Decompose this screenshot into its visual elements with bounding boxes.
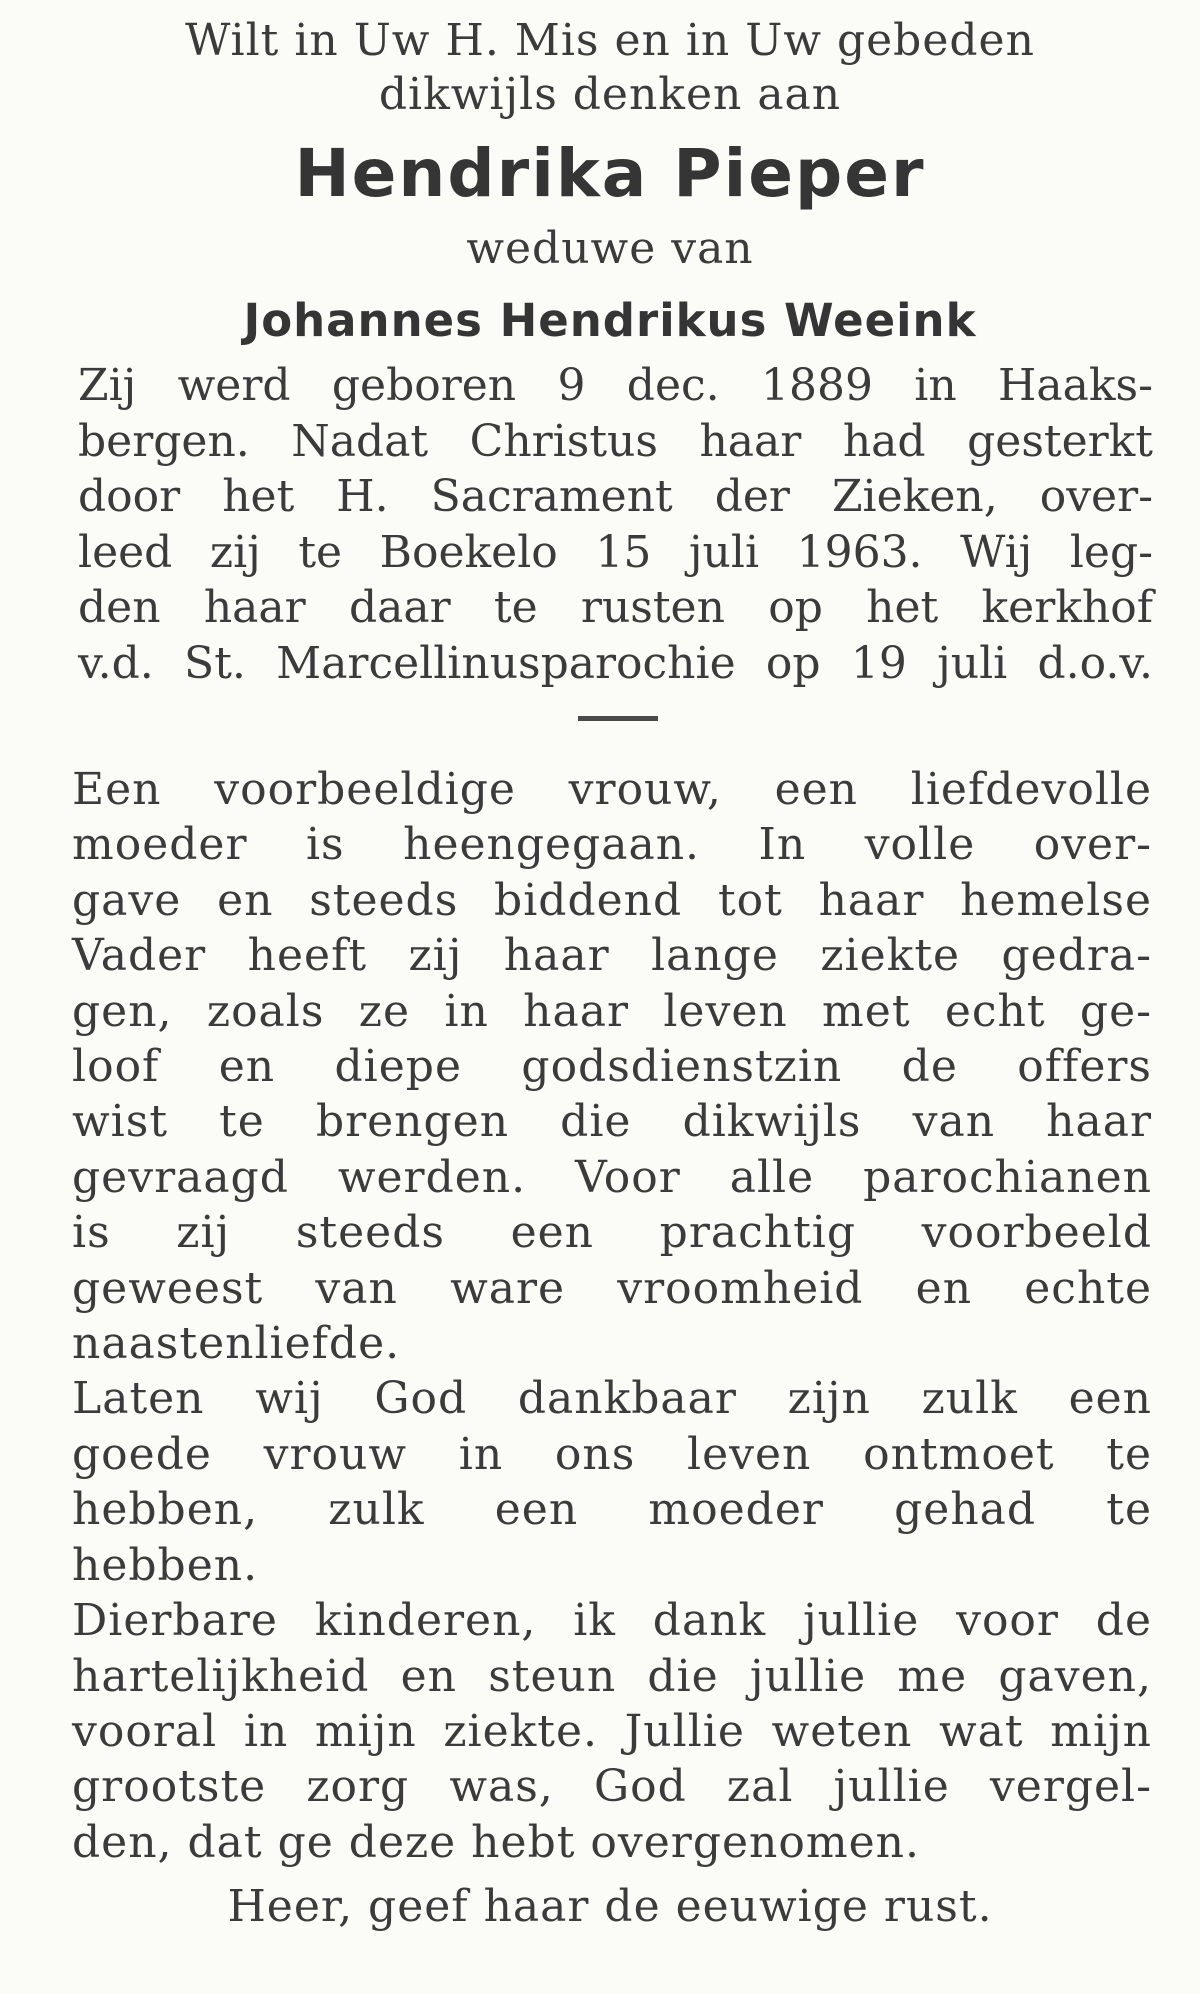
intro-line: Wilt in Uw H. Mis en in Uw gebeden <box>185 15 1035 66</box>
eulogy-line: goede vrouw in ons leven ontmoet te <box>72 1428 1152 1480</box>
widow-of-text: weduwe van <box>466 223 754 274</box>
biography-line: Zij werd geboren 9 dec. 1889 in Haaks- <box>78 360 1153 411</box>
eulogy-line: wist te brengen die dikwijls van haar <box>72 1096 1152 1148</box>
eulogy-line: Vader heeft zij haar lange ziekte gedra- <box>72 930 1152 982</box>
biography <box>78 358 1153 692</box>
eulogy-line: grootste zorg was, God zal jullie vergel- <box>72 1761 1152 1813</box>
biography-line: door het H. Sacrament der Zieken, over- <box>78 471 1153 523</box>
eulogy <box>72 762 1152 1870</box>
eulogy-line: Dierbare kinderen, ik dank jullie voor de <box>72 1595 1152 1647</box>
eulogy-line: Laten wij God dankbaar zijn zulk een <box>72 1373 1152 1425</box>
eulogy-line: gevraagd werden. Voor alle parochianen <box>72 1151 1152 1203</box>
eulogy-line: hebben. <box>72 1539 259 1591</box>
closing-prayer: Heer, geef haar de eeuwige rust. <box>227 1881 993 1932</box>
eulogy-line: moeder is heengegaan. In volle over- <box>72 819 1152 871</box>
eulogy-line: gave en steeds biddend tot haar hemelse <box>72 874 1152 926</box>
eulogy-line: hartelijkheid en steun die jullie me gaven, <box>72 1650 1152 1702</box>
eulogy-line: loof en diepe godsdienstzin de offers <box>72 1041 1152 1093</box>
biography-line: leed zij te Boekelo 15 juli 1963. Wij leg- <box>78 526 1153 578</box>
biography-line: den haar daar te rusten op het kerkhof <box>78 582 1153 634</box>
eulogy-line: geweest van ware vroomheid en echte <box>72 1262 1152 1314</box>
deceased-name: Hendrika Pieper <box>294 135 926 212</box>
biography-line: v.d. St. Marcellinusparochie op 19 juli d.o.v. <box>78 637 1153 689</box>
biography-line: bergen. Nadat Christus haar had gesterkt <box>78 415 1153 467</box>
eulogy-line: gen, zoals ze in haar leven met echt ge- <box>72 985 1152 1037</box>
husband-name: Johannes Hendrikus Weeink <box>243 294 977 347</box>
divider <box>578 716 658 721</box>
eulogy-line: hebben, zulk een moeder gehad te <box>72 1484 1152 1536</box>
eulogy-line: is zij steeds een prachtig voorbeeld <box>72 1207 1152 1259</box>
intro-line: dikwijls denken aan <box>378 69 842 120</box>
eulogy-line: vooral in mijn ziekte. Jullie weten wat mijn <box>72 1705 1152 1757</box>
eulogy-line: Een voorbeeldige vrouw, een liefdevolle <box>72 764 1152 815</box>
intro-text <box>70 14 1150 122</box>
eulogy-line: den, dat ge deze hebt overgenomen. <box>72 1816 920 1868</box>
eulogy-line: naastenliefde. <box>72 1318 401 1370</box>
